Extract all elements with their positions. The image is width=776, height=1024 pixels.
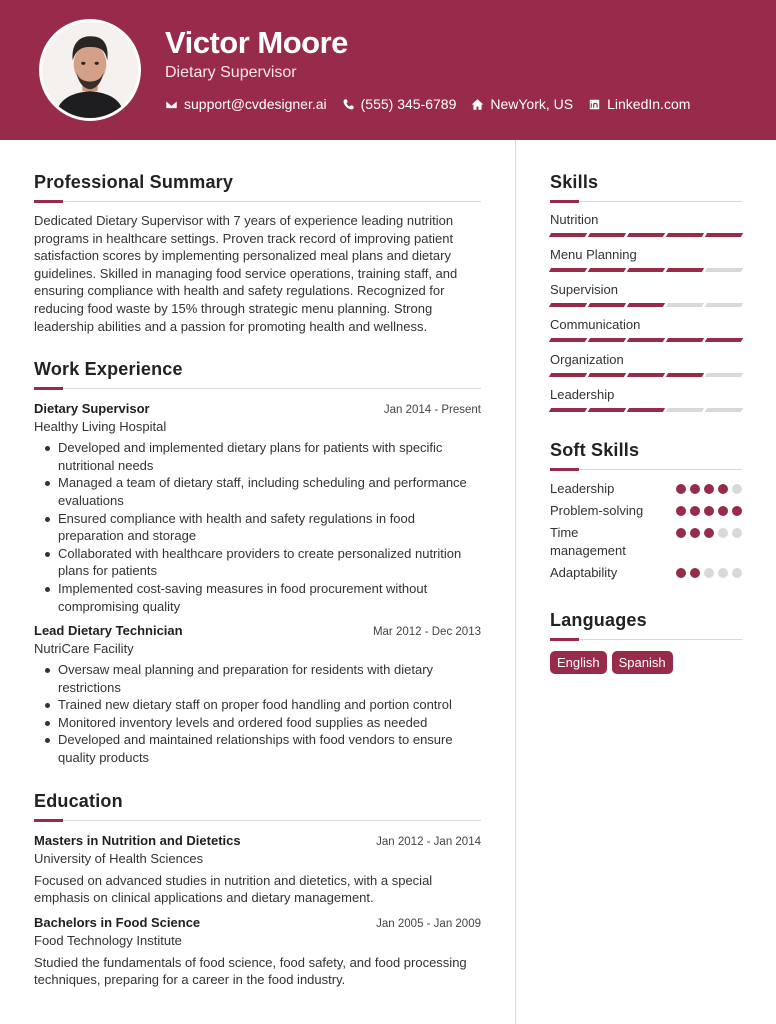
skill-level-segment (627, 303, 665, 307)
skills-rule (550, 201, 742, 202)
languages-section (550, 610, 742, 674)
soft-skill-name: Time management (550, 525, 626, 558)
skill-level-segment (588, 408, 626, 412)
contact-location-text: NewYork, US (490, 96, 574, 112)
summary-text: Dedicated Dietary Supervisor with 7 years of experience leading nutrition programs in healthcare settings. Proven track record of improving patient satisfaction scores by implementing personalized meal plans and dietary guidelines. Skilled in managing food service operations, training staff, and ensuring compliance with health and safety regulations. Recognized for reducing food waste by 15% through strategic menu planning. Strong leadership abilities and a passion for promoting health and wellness. (34, 213, 458, 334)
skill-level-segment (627, 408, 665, 412)
education-date: Jan 2012 - Jan 2014 (376, 835, 481, 848)
job-bullet: Developed and implemented dietary plans for patients with specific nutritional needs (34, 439, 481, 474)
soft-skill-name: Leadership (550, 481, 615, 496)
job-bullet: Ensured compliance with health and safety regulations in food preparation and storage (34, 510, 481, 545)
skill-bar (550, 408, 742, 412)
job-date: Mar 2012 - Dec 2013 (372, 626, 481, 639)
job-bullets (34, 439, 481, 615)
rating-dot (690, 568, 700, 578)
skill-level-segment (588, 268, 626, 272)
rating-dot (732, 528, 742, 538)
skill-level-segment (627, 338, 665, 342)
soft-skills-heading: Soft Skills (550, 440, 640, 460)
home-icon (471, 98, 484, 111)
job-bullet: Implemented cost-saving measures in food procurement without compromising quality (34, 580, 481, 615)
rating-dot (718, 484, 728, 494)
job-role: Dietary Supervisor (34, 401, 150, 417)
skill-level-segment (549, 268, 587, 272)
contact-phone-text: (555) 345-6789 (360, 96, 457, 112)
soft-skill-item (550, 524, 742, 560)
rating-dot (704, 506, 714, 516)
job-entry (34, 401, 481, 615)
skills-section (550, 172, 742, 412)
contact-linkedin[interactable] (588, 96, 690, 112)
soft-skill-rating (676, 506, 742, 516)
soft-skill-rating (676, 528, 742, 538)
education-description: Focused on advanced studies in nutrition and dietetics, with a special emphasis on clinical applications and dietary management. (34, 872, 433, 906)
language-list (550, 651, 742, 674)
rating-dot (732, 484, 742, 494)
profile-photo (42, 22, 138, 118)
summary-section (34, 172, 481, 335)
sidebar-column (550, 172, 742, 674)
rating-dot (676, 506, 686, 516)
skill-level-segment (666, 373, 704, 377)
soft-skill-item (550, 564, 742, 582)
skill-level-segment (705, 408, 743, 412)
skill-level-segment (549, 233, 587, 237)
skill-level-segment (627, 373, 665, 377)
skill-name: Nutrition (550, 212, 599, 227)
job-date: Jan 2014 - Present (383, 404, 481, 417)
education-degree: Masters in Nutrition and Dietetics (34, 832, 241, 848)
rating-dot (676, 484, 686, 494)
job-bullet: Monitored inventory levels and ordered food supplies as needed (34, 714, 481, 732)
soft-skills-rule (550, 469, 742, 470)
skill-level-segment (588, 303, 626, 307)
job-company: Healthy Living Hospital (34, 419, 167, 435)
header-banner (0, 0, 776, 140)
languages-rule (550, 639, 742, 640)
skill-name: Menu Planning (550, 247, 637, 262)
skill-bar (550, 233, 742, 237)
experience-rule (34, 388, 481, 389)
skill-level-segment (627, 268, 665, 272)
skill-level-segment (549, 338, 587, 342)
skill-level-segment (705, 233, 743, 237)
rating-dot (690, 528, 700, 538)
skill-item (550, 282, 742, 307)
job-role: Lead Dietary Technician (34, 623, 183, 639)
soft-skill-rating (676, 568, 742, 578)
rating-dot (690, 484, 700, 494)
rating-dot (732, 506, 742, 516)
contact-list (165, 96, 705, 112)
languages-heading: Languages (550, 610, 647, 630)
skill-name: Communication (550, 317, 641, 332)
skill-item (550, 352, 742, 377)
skill-bar (550, 338, 742, 342)
skill-level-segment (705, 338, 743, 342)
skill-item (550, 212, 742, 237)
skill-name: Organization (550, 352, 624, 367)
skills-heading: Skills (550, 172, 599, 192)
contact-phone[interactable] (342, 96, 457, 112)
soft-skill-rating (676, 484, 742, 494)
rating-dot (732, 568, 742, 578)
skill-item (550, 317, 742, 342)
job-bullets (34, 661, 481, 767)
soft-skills-list (550, 480, 742, 582)
skill-level-segment (549, 303, 587, 307)
education-entry (34, 833, 481, 907)
education-degree: Bachelors in Food Science (34, 914, 201, 930)
job-bullet: Managed a team of dietary staff, including scheduling and performance evaluations (34, 474, 481, 509)
soft-skill-item (550, 502, 742, 520)
soft-skill-name: Adaptability (550, 565, 618, 580)
contact-email-text: support@cvdesigner.ai (184, 96, 327, 112)
soft-skills-section (550, 440, 742, 582)
education-entry (34, 915, 481, 989)
skill-level-segment (666, 268, 704, 272)
skill-level-segment (666, 338, 704, 342)
skill-bar (550, 303, 742, 307)
job-company: NutriCare Facility (34, 641, 134, 657)
job-entry (34, 623, 481, 767)
main-column (34, 172, 481, 989)
skill-level-segment (588, 373, 626, 377)
education-section (34, 791, 481, 989)
experience-heading: Work Experience (34, 359, 183, 380)
skills-list (550, 212, 742, 412)
rating-dot (676, 568, 686, 578)
education-school: Food Technology Institute (34, 932, 182, 948)
education-description: Studied the fundamentals of food science, food safety, and food processing techniques, preparing for a career in the food industry. (34, 954, 467, 988)
summary-heading: Professional Summary (34, 172, 234, 192)
education-heading: Education (34, 790, 123, 811)
skill-bar (550, 373, 742, 377)
education-rule (34, 820, 481, 821)
skill-name: Supervision (550, 282, 618, 297)
job-bullet: Collaborated with healthcare providers to create personalized nutrition plans for patients (34, 545, 481, 580)
soft-skill-name: Problem-solving (550, 503, 644, 518)
envelope-icon (165, 98, 178, 111)
skill-level-segment (627, 233, 665, 237)
candidate-name: Victor Moore (165, 25, 348, 60)
skill-name: Leadership (550, 387, 615, 402)
linkedin-icon (588, 98, 601, 111)
language-badge: English (550, 651, 607, 674)
contact-location (471, 96, 573, 112)
experience-section (34, 359, 481, 767)
soft-skill-item (550, 480, 742, 498)
skill-item (550, 247, 742, 272)
rating-dot (718, 568, 728, 578)
job-bullet: Developed and maintained relationships with food vendors to ensure quality products (34, 731, 481, 766)
rating-dot (690, 506, 700, 516)
skill-level-segment (666, 303, 704, 307)
job-bullet: Trained new dietary staff on proper food handling and portion control (34, 696, 481, 714)
skill-level-segment (588, 233, 626, 237)
rating-dot (718, 506, 728, 516)
rating-dot (704, 484, 714, 494)
column-divider (515, 140, 516, 1024)
education-school: University of Health Sciences (34, 850, 204, 866)
contact-email[interactable] (165, 96, 327, 112)
skill-level-segment (666, 233, 704, 237)
rating-dot (676, 528, 686, 538)
rating-dot (704, 568, 714, 578)
contact-linkedin-text: LinkedIn.com (607, 96, 691, 112)
skill-level-segment (705, 373, 743, 377)
skill-level-segment (666, 408, 704, 412)
skill-level-segment (705, 268, 743, 272)
skill-bar (550, 268, 742, 272)
rating-dot (704, 528, 714, 538)
skill-level-segment (588, 338, 626, 342)
skill-level-segment (549, 373, 587, 377)
skill-level-segment (705, 303, 743, 307)
language-badge: Spanish (612, 651, 673, 674)
education-date: Jan 2005 - Jan 2009 (376, 917, 481, 930)
avatar (39, 19, 141, 121)
skill-item (550, 387, 742, 412)
job-bullet: Oversaw meal planning and preparation for residents with dietary restrictions (34, 661, 481, 696)
rating-dot (718, 528, 728, 538)
phone-icon (342, 98, 355, 111)
skill-level-segment (549, 408, 587, 412)
candidate-title: Dietary Supervisor (165, 64, 297, 81)
summary-rule (34, 201, 481, 202)
